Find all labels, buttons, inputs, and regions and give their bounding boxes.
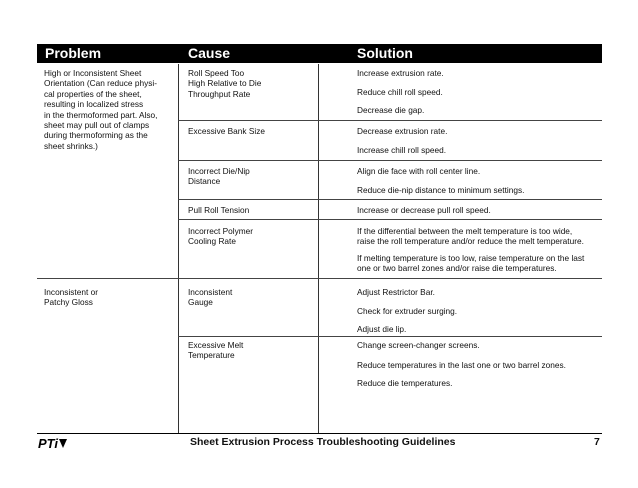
row-divider <box>178 199 602 200</box>
cause-text: Pull Roll Tension <box>188 205 250 215</box>
pti-logo <box>38 436 68 450</box>
row-divider <box>178 120 602 121</box>
solution-text: Align die face with roll center line. <box>357 166 481 176</box>
cause-text: Excessive Melt Temperature <box>188 340 244 361</box>
solution-text: Increase chill roll speed. <box>357 145 447 155</box>
solution-text: Adjust die lip. <box>357 324 407 334</box>
solution-text: Change screen-changer screens. <box>357 340 480 350</box>
solution-text: Reduce die-nip distance to minimum settings. <box>357 185 525 195</box>
table-header <box>37 44 602 63</box>
cause-text: Incorrect Die/Nip Distance <box>188 166 250 187</box>
cause-text: Excessive Bank Size <box>188 126 266 136</box>
problem-text: High or Inconsistent Sheet Orientation (Can reduce physi- cal properties of the sheet, resulting in localized stress in the thermoformed part. Also, sheet may pull out of clamps during thermoforming as the sheet shrinks.) <box>44 68 158 151</box>
cause-text: Inconsistent Gauge <box>188 287 233 308</box>
row-divider <box>178 160 602 161</box>
solution-text: Increase extrusion rate. <box>357 68 444 78</box>
problem-text: Inconsistent or Patchy Gloss <box>44 287 98 308</box>
solution-text: Decrease die gap. <box>357 105 425 115</box>
row-divider <box>178 219 602 220</box>
logo-text: PTi <box>38 436 58 450</box>
header-cause: Cause <box>188 45 231 61</box>
solution-text: If melting temperature is too low, raise temperature on the last one or two barrel zones and/or raise die temperatures. <box>357 253 585 274</box>
solution-text: Reduce die temperatures. <box>357 378 453 388</box>
row-divider <box>37 278 602 279</box>
footer-rule <box>37 433 602 434</box>
footer-title: Sheet Extrusion Process Troubleshooting Guidelines <box>190 436 456 448</box>
solution-text: Reduce temperatures in the last one or two barrel zones. <box>357 360 566 370</box>
solution-text: Adjust Restrictor Bar. <box>357 287 435 297</box>
solution-text: Check for extruder surging. <box>357 306 458 316</box>
header-problem: Problem <box>45 45 102 61</box>
header-solution: Solution <box>357 45 413 61</box>
cause-text: Incorrect Polymer Cooling Rate <box>188 226 254 247</box>
solution-text: Reduce chill roll speed. <box>357 87 443 97</box>
row-divider <box>178 336 602 337</box>
solution-text: Decrease extrusion rate. <box>357 126 448 136</box>
cause-text: Roll Speed Too High Relative to Die Throughput Rate <box>188 68 262 99</box>
solution-text: If the differential between the melt temperature is too wide, raise the roll temperature and/or reduce the melt temperature. <box>357 226 584 247</box>
solution-text: Increase or decrease pull roll speed. <box>357 205 491 215</box>
page-number: 7 <box>594 436 600 448</box>
